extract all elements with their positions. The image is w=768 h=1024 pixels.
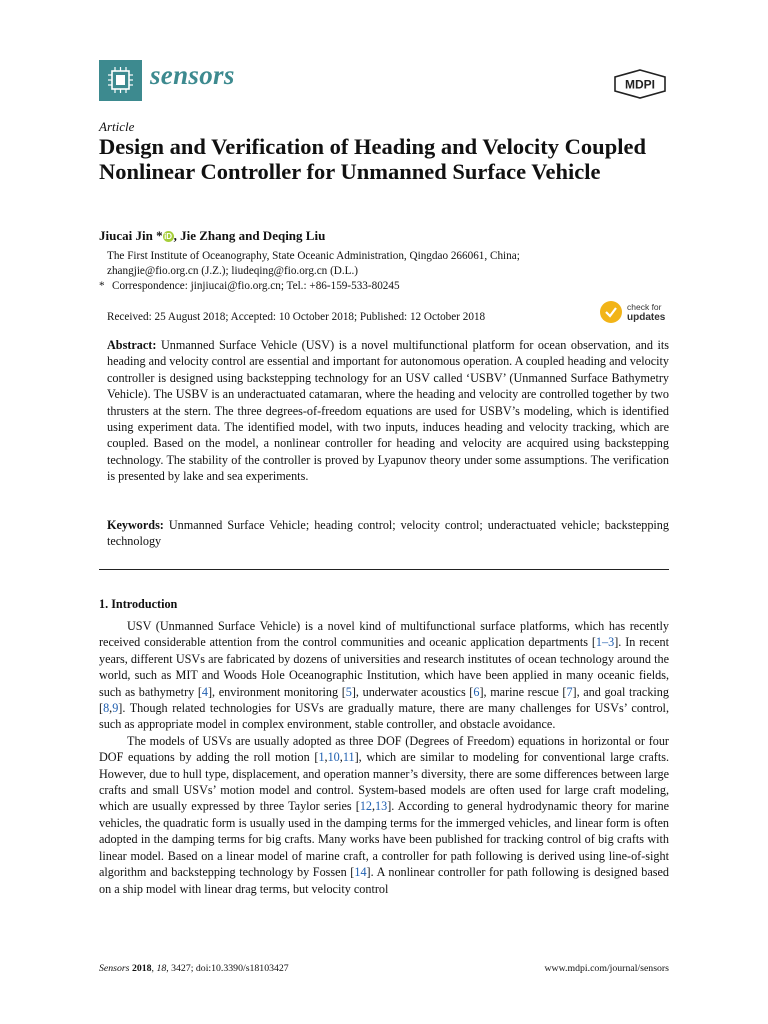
affiliation-emails[interactable]: zhangjie@fio.org.cn (J.Z.); liudeqing@fio.org.cn (D.L.) [107,265,359,277]
check-updates-icon [600,301,622,323]
abstract [107,337,669,485]
author-list [99,228,325,244]
paragraph: The models of USVs are usually adopted as three DOF (Degrees of Freedom) equations in horizontal or four DOF equations by adding the roll motion [1,10,11], which are similar to modeling for conventional large crafts. However, due to hull type, displacement, and operation manner’s diversity, there are some differences between large crafts and small USVs’ motion model and control. System-based models are often used for large craft modeling, which are usually expressed by three Taylor series [12,13]. According to general hydrodynamic theory for marine vehicles, the quadratic form is usually used in the damping terms for the immerged vehicles, and linear form is often adopted in the damping terms for big crafts. Many works have been published for tracking control of big crafts with linear model. Based on a linear model of marine craft, a controller for path following is derived using line-of-sight algorithm and backstepping technology by Fossen [14]. A nonlinear controller for path following is designed based on a ship model with linear drag terms, but velocity control [99,733,670,896]
citation-link[interactable]: 4 [201,684,208,699]
mdpi-logo [612,69,668,99]
journal-name: sensors [150,60,235,90]
orcid-icon[interactable]: iD [164,232,173,241]
co-authors: , Jie Zhang and Deqing Liu [173,228,326,243]
citation-link[interactable]: 13 [375,799,388,814]
footer-citation: Sensors 2018, 18, 3427; doi:10.3390/s18103427 [99,963,289,974]
article-type: Article [99,119,135,134]
check-updates-label: check for updates [627,302,666,323]
citation-link[interactable]: 1–3 [595,635,615,650]
citation-link[interactable]: 6 [473,684,480,699]
citation-link[interactable]: 5 [345,684,352,699]
keywords-label: Keywords: [107,518,164,532]
citation-link[interactable]: 10 [327,750,340,765]
divider [99,569,669,570]
abstract-label: Abstract: [107,338,157,352]
citation-link[interactable]: 8 [103,701,110,716]
paragraph: USV (Unmanned Surface Vehicle) is a novel kind of multifunctional surface platforms, which has recently received considerable attention from the control communities and oceanic application departments [1–3]. In recent years, different USVs are fabricated by dozens of universities and research institutes of ocean technology around the world, such as MIT and Woods Hole Oceanographic Institution, which have been applied in many oceanic fields, such as bathymetry [4], environment monitoring [5], underwater acoustics [6], marine rescue [7], and goal tracking [8,9]. Though related technologies for USVs are gradually mature, there are many challenges for USVs’ control, such as appropriate model in complex environment, stable controller, and obstacle avoidance. [99,619,670,732]
section-body [99,618,669,897]
keywords [107,517,669,550]
citation-link[interactable]: 7 [566,684,573,699]
correspondence[interactable]: Correspondence: jinjiucai@fio.org.cn; Tel.: +86-159-533-80245 [112,280,400,292]
citation-link[interactable]: 11 [342,750,355,765]
mdpi-logo-text: MDPI [625,77,655,92]
abstract-text: Unmanned Surface Vehicle (USV) is a novel multifunctional platform for ocean observation, and its heading and velocity control are essential and important for autonomous operation. A coupled heading and velocity controller is designed using backstepping technology for an USV called ‘USBV’ (Unmanned Surface Bathymetry Vehicle). The USBV is an underactuated catamaran, where the heading and velocity are controlled together by two thrusters at the stern. The three degrees-of-freedom equations are used for USBV’s modeling, which is identified using experiment data. The identified model, with two inputs, induces heading and velocity tracking, which are coupled. Based on the model, a nonlinear controller for heading and velocity are acquired using backstepping technology. The stability of the controller is proved by Lyapunov theory under some assumptions. The verification is presented by lake and sea experiments. [107,338,670,484]
check-for-updates-button[interactable] [600,301,672,325]
keywords-text: Unmanned Surface Vehicle; heading control; velocity control; underactuated vehicle; backstepping technology [107,518,669,549]
affiliation [99,249,667,294]
journal-logo-icon [99,60,142,101]
citation-link[interactable]: 9 [112,701,119,716]
section-heading: 1. Introduction [99,597,178,611]
citation-link[interactable]: 14 [354,865,367,880]
publication-dates: Received: 25 August 2018; Accepted: 10 October 2018; Published: 12 October 2018 [107,311,486,323]
affiliation-line-1: The First Institute of Oceanography, State Oceanic Administration, Qingdao 266061, China; [107,250,520,262]
page-title: Design and Verification of Heading and Velocity Coupled Nonlinear Controller for Unmanned Surface Vehicle [99,134,646,184]
citation-link[interactable]: 12 [359,799,372,814]
footer-url[interactable]: www.mdpi.com/journal/sensors [544,963,669,974]
first-author[interactable]: Jiucai Jin * [99,228,163,243]
citation-link[interactable]: 1 [318,750,325,765]
correspondence-marker: * [99,280,105,292]
